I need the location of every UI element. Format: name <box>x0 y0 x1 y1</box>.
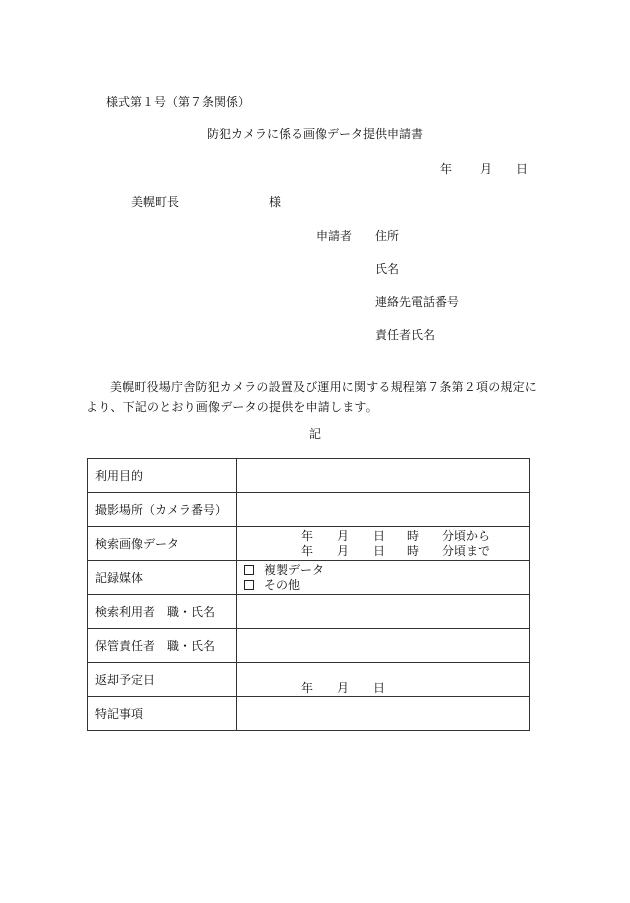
location-value[interactable] <box>237 493 530 527</box>
search-image-value[interactable] <box>237 527 530 561</box>
option-copy-data[interactable] <box>237 563 529 578</box>
purpose-label: 利用目的 <box>88 459 237 493</box>
applicant-label: 申請者 <box>316 229 353 243</box>
return-year: 年 <box>301 681 314 695</box>
custodian-label: 保管責任者 職・氏名 <box>88 629 237 663</box>
purpose-value[interactable] <box>237 459 530 493</box>
addressee-honorific: 様 <box>269 195 282 209</box>
remarks-value[interactable] <box>237 697 530 731</box>
search-user-label: 検索利用者 職・氏名 <box>88 595 237 629</box>
custodian-value[interactable] <box>237 629 530 663</box>
return-date-value[interactable] <box>237 663 530 697</box>
detail-table <box>87 458 530 731</box>
start-hour: 時 <box>407 529 420 543</box>
checkbox-icon[interactable] <box>244 565 254 575</box>
end-year: 年 <box>301 544 314 558</box>
start-suffix: 分頃から <box>442 529 491 543</box>
return-month: 月 <box>337 681 350 695</box>
remarks-label: 特記事項 <box>88 697 237 731</box>
table-row <box>88 493 530 527</box>
application-date <box>440 163 528 175</box>
start-year: 年 <box>301 529 314 543</box>
checkbox-icon[interactable] <box>244 580 254 590</box>
media-label: 記録媒体 <box>88 561 237 595</box>
applicant-address-label: 住所 <box>375 229 400 243</box>
end-hour: 時 <box>407 544 420 558</box>
location-label: 撮影場所（カメラ番号） <box>88 493 237 527</box>
ki-heading: 記 <box>308 427 321 441</box>
document-title: 防犯カメラに係る画像データ提供申請書 <box>206 127 423 141</box>
end-day: 日 <box>373 544 386 558</box>
table-row <box>88 663 530 697</box>
applicant-name-label: 氏名 <box>375 262 400 276</box>
end-suffix: 分頃まで <box>442 544 491 558</box>
table-row <box>88 629 530 663</box>
table-row <box>88 595 530 629</box>
option-copy-data-label: 複製データ <box>264 562 325 577</box>
media-value <box>237 561 530 595</box>
return-day: 日 <box>373 681 386 695</box>
search-user-value[interactable] <box>237 595 530 629</box>
application-body-text: 美幌町役場庁舎防犯カメラの設置及び運用に関する規程第７条第２項の規定により、下記のとおり画像データの提供を申請します。 <box>86 380 538 414</box>
applicant-phone-label: 連絡先電話番号 <box>375 295 460 309</box>
addressee-name: 美幌町長 <box>131 195 180 209</box>
form-number: 様式第１号（第７条関係） <box>106 95 251 109</box>
table-row <box>88 561 530 595</box>
start-month: 月 <box>337 529 350 543</box>
date-month: 月 <box>480 162 493 176</box>
table-row <box>88 697 530 731</box>
table-row <box>88 459 530 493</box>
date-year: 年 <box>440 162 453 176</box>
option-other-label: その他 <box>264 577 301 592</box>
search-image-label: 検索画像データ <box>88 527 237 561</box>
start-day: 日 <box>373 529 386 543</box>
responsible-person-label: 責任者氏名 <box>375 328 436 342</box>
end-month: 月 <box>337 544 350 558</box>
option-other[interactable] <box>237 578 529 593</box>
date-day: 日 <box>516 162 529 176</box>
table-row <box>88 527 530 561</box>
return-date-label: 返却予定日 <box>88 663 237 697</box>
